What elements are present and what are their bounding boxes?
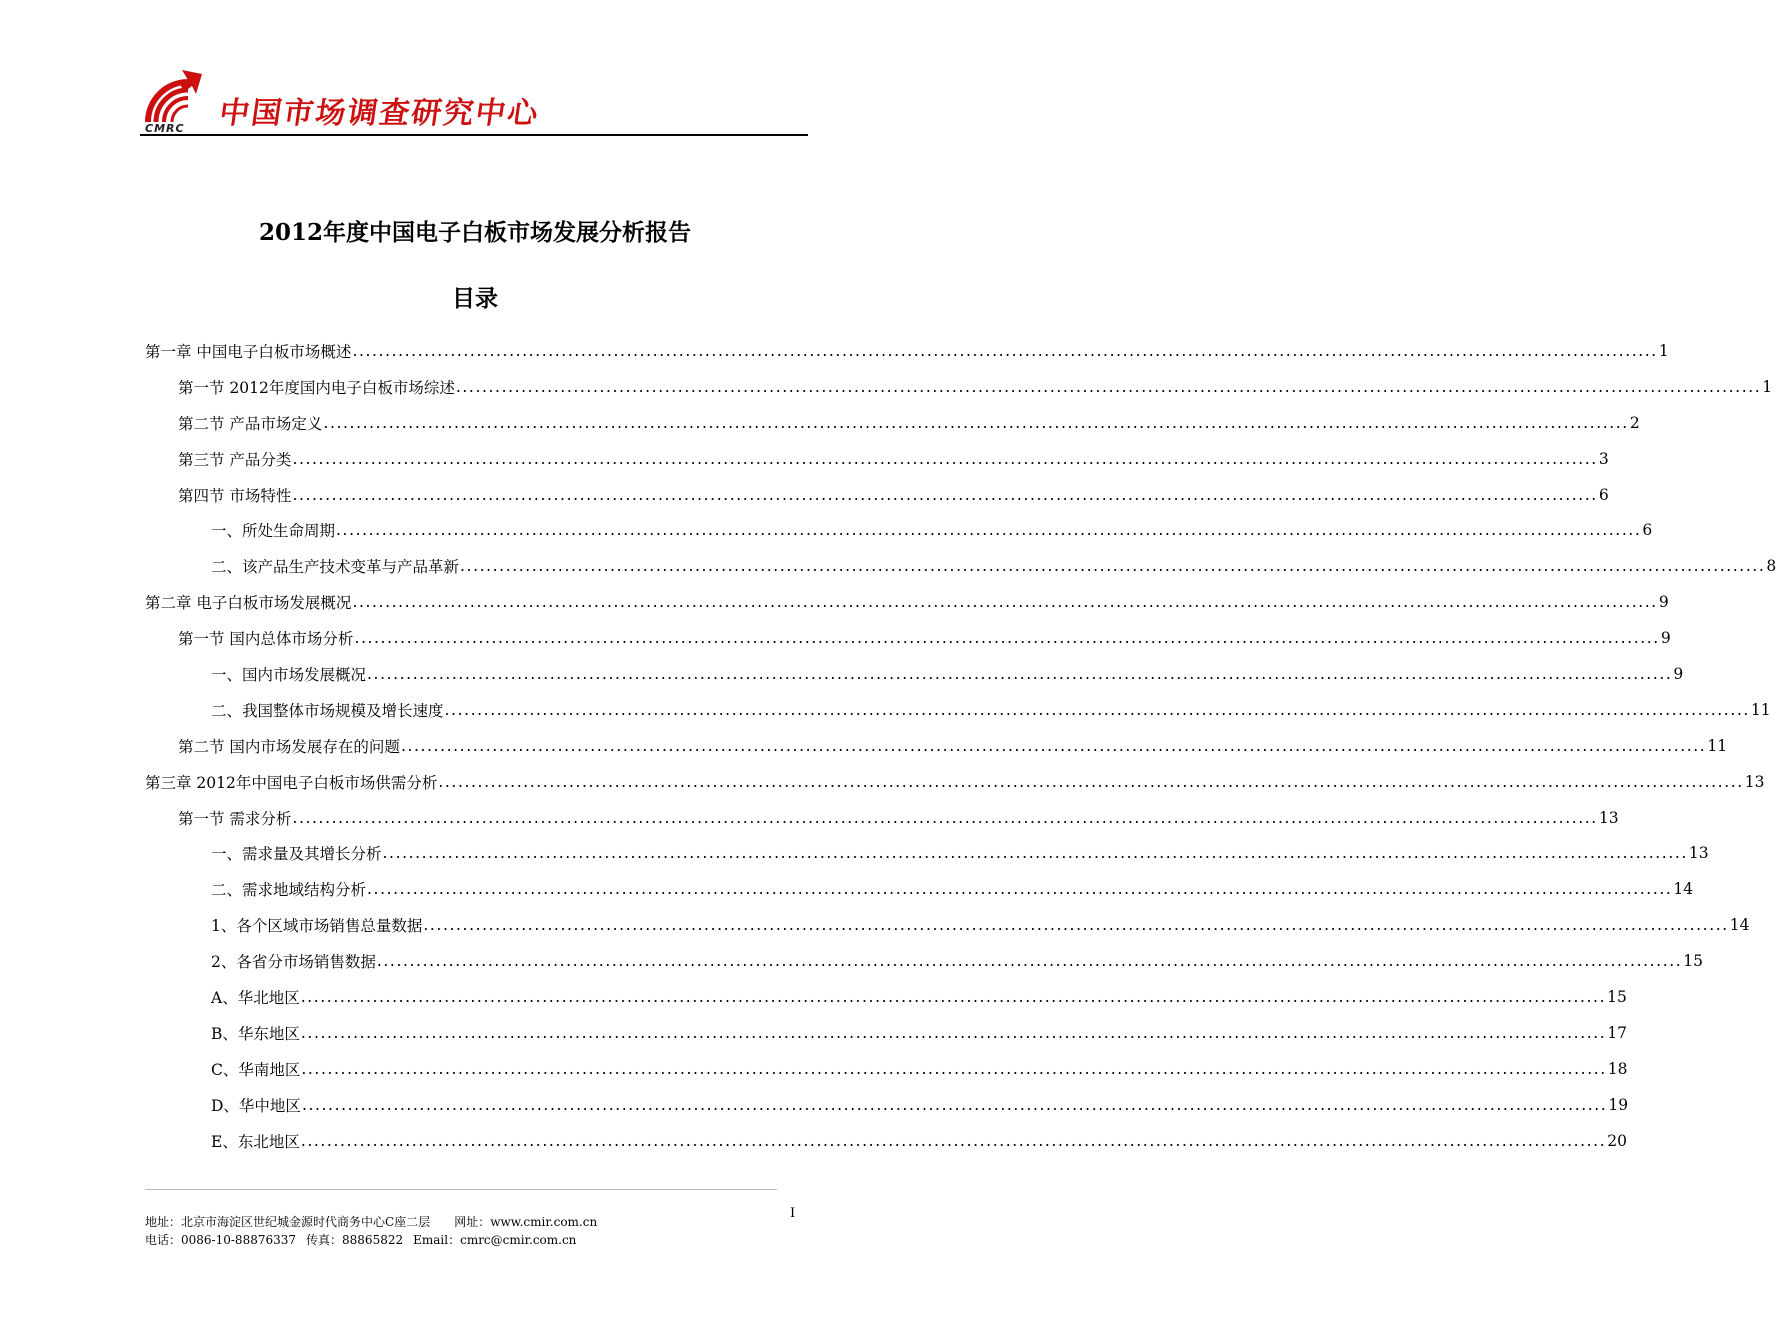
toc-page-number: 13: [1598, 808, 1619, 827]
toc-page-number: 20: [1607, 1131, 1627, 1150]
logo-abbreviation: CMRC: [145, 122, 185, 135]
toc-entry[interactable]: [145, 620, 1671, 656]
toc-dot-leader: ........................................................................................................................................................................................................: [300, 1131, 1607, 1150]
toc-dot-leader: ........................................................................................................................................................................................................: [423, 916, 1729, 935]
toc-dot-leader: ........................................................................................................................................................................................................: [376, 952, 1683, 971]
toc-dot-leader: ........................................................................................................................................................................................................: [400, 736, 1707, 755]
toc-entry-label: 第二节 产品市场定义: [178, 414, 323, 433]
toc-page-number: 13: [1744, 772, 1765, 791]
toc-page-number: 9: [1660, 629, 1671, 648]
cmrc-logo-icon: [144, 64, 208, 126]
page-number: I: [790, 1206, 796, 1221]
toc-dot-leader: ........................................................................................................................................................................................................: [292, 808, 1598, 827]
toc-dot-leader: ........................................................................................................................................................................................................: [438, 772, 1744, 791]
toc-entry[interactable]: [145, 764, 1765, 800]
toc-entry[interactable]: [145, 656, 1684, 692]
toc-dot-leader: ........................................................................................................................................................................................................: [460, 557, 1766, 576]
toc-entry-label: 2、各省分市场销售数据: [211, 953, 376, 972]
toc-heading: 目录: [452, 286, 498, 312]
website-link[interactable]: www.cmir.com.cn: [490, 1215, 598, 1229]
toc-entry[interactable]: [145, 800, 1619, 836]
toc-entry-label: 一、所处生命周期: [211, 522, 336, 541]
toc-dot-leader: ........................................................................................................................................................................................................: [352, 341, 1658, 360]
toc-entry-label: 第四节 市场特性: [178, 486, 292, 505]
toc-page-number: 14: [1729, 916, 1750, 935]
toc-entry-label: 一、国内市场发展概况: [211, 665, 367, 684]
toc-entry[interactable]: [145, 692, 1771, 728]
footer-contact-line: [145, 1231, 597, 1249]
email-link[interactable]: cmrc@cmir.com.cn: [460, 1233, 577, 1247]
toc-entry[interactable]: [145, 943, 1704, 979]
toc-dot-leader: ........................................................................................................................................................................................................: [455, 377, 1762, 396]
toc-page-number: 15: [1607, 987, 1627, 1006]
toc-entry[interactable]: [145, 907, 1750, 943]
page-header: [140, 60, 808, 138]
toc-page-number: 1: [1762, 377, 1773, 396]
document-title: 2012年度中国电子白板市场发展分析报告: [258, 219, 691, 246]
phone-number: 0086-10-88876337: [181, 1233, 297, 1247]
toc-entry[interactable]: [145, 405, 1640, 441]
phone-label: 电话：: [145, 1233, 182, 1247]
toc-entry[interactable]: [145, 1087, 1629, 1123]
toc-page-number: 11: [1750, 700, 1771, 719]
toc-entry[interactable]: [145, 369, 1773, 405]
header-divider: [140, 134, 808, 136]
toc-dot-leader: ........................................................................................................................................................................................................: [292, 449, 1598, 468]
toc-dot-leader: ........................................................................................................................................................................................................: [367, 664, 1673, 683]
toc-dot-leader: ........................................................................................................................................................................................................: [352, 593, 1658, 612]
toc-entry[interactable]: [145, 548, 1776, 584]
footer-address-line: [145, 1213, 597, 1231]
organization-name: 中国市场调查研究中心: [217, 96, 542, 131]
toc-entry[interactable]: [145, 512, 1653, 548]
toc-page-number: 9: [1673, 664, 1684, 683]
toc-page-number: 15: [1683, 952, 1704, 971]
toc-entry-label: 二、该产品生产技术变革与产品革新: [211, 558, 460, 577]
toc-entry-label: 二、需求地域结构分析: [211, 881, 367, 900]
website-label: 网址：: [454, 1215, 491, 1229]
toc-entry-label: 第一章 中国电子白板市场概述: [145, 342, 352, 361]
toc-entry-label: 第一节 国内总体市场分析: [178, 630, 354, 649]
toc-dot-leader: ........................................................................................................................................................................................................: [382, 844, 1688, 863]
toc-entry-label: 第二节 国内市场发展存在的问题: [178, 737, 400, 756]
toc-page-number: 2: [1629, 413, 1640, 432]
footer-divider: [145, 1189, 777, 1190]
toc-dot-leader: ........................................................................................................................................................................................................: [444, 700, 1750, 719]
toc-entry[interactable]: [145, 584, 1669, 620]
toc-entry-label: D、华中地区: [211, 1096, 301, 1115]
toc-entry[interactable]: [145, 835, 1709, 871]
toc-page-number: 19: [1608, 1095, 1629, 1114]
toc-dot-leader: ........................................................................................................................................................................................................: [367, 880, 1673, 899]
toc-page-number: 11: [1707, 736, 1728, 755]
address-text: 北京市海淀区世纪城金源时代商务中心C座二层: [181, 1215, 431, 1229]
toc-entry[interactable]: [145, 1015, 1628, 1051]
toc-page-number: 18: [1607, 1059, 1628, 1078]
toc-entry-label: 第二章 电子白板市场发展概况: [145, 594, 352, 613]
toc-page-number: 3: [1598, 449, 1609, 468]
toc-dot-leader: ........................................................................................................................................................................................................: [336, 521, 1642, 540]
toc-entry-label: 第三节 产品分类: [178, 450, 292, 469]
toc-entry-label: 一、需求量及其增长分析: [211, 845, 382, 864]
toc-page-number: 6: [1642, 521, 1653, 540]
toc-entry[interactable]: [145, 728, 1728, 764]
toc-entry[interactable]: [145, 1051, 1628, 1087]
toc-page-number: 13: [1688, 844, 1709, 863]
toc-dot-leader: ........................................................................................................................................................................................................: [301, 1095, 1608, 1114]
toc-page-number: 8: [1766, 557, 1776, 576]
page-footer: [145, 1213, 597, 1249]
toc-entry-label: C、华南地区: [211, 1060, 301, 1079]
toc-entry-label: B、华东地区: [211, 1024, 300, 1043]
toc-entry-label: E、东北地区: [211, 1132, 300, 1151]
toc-entry-label: 第三章 2012年中国电子白板市场供需分析: [145, 773, 438, 792]
toc-entry-label: 第一节 需求分析: [178, 809, 292, 828]
toc-entry-label: A、华北地区: [211, 988, 300, 1007]
toc-entry[interactable]: [145, 441, 1609, 477]
toc-entry-label: 第一节 2012年度国内电子白板市场综述: [178, 378, 455, 397]
toc-entry[interactable]: [145, 979, 1627, 1015]
fax-number: 88865822: [342, 1233, 404, 1247]
toc-entry[interactable]: [145, 1123, 1627, 1159]
email-label: Email：: [413, 1233, 461, 1247]
toc-entry[interactable]: [145, 333, 1669, 369]
address-label: 地址：: [145, 1215, 182, 1229]
toc-dot-leader: ........................................................................................................................................................................................................: [354, 629, 1660, 648]
toc-dot-leader: ........................................................................................................................................................................................................: [301, 1059, 1607, 1078]
toc-entry[interactable]: [145, 477, 1609, 513]
toc-dot-leader: ........................................................................................................................................................................................................: [300, 1023, 1607, 1042]
toc-page-number: 1: [1658, 341, 1669, 360]
fax-label: 传真：: [306, 1233, 343, 1247]
toc-entry-label: 1、各个区域市场销售总量数据: [211, 917, 423, 936]
toc-page-number: 17: [1607, 1023, 1628, 1042]
toc-dot-leader: ........................................................................................................................................................................................................: [300, 987, 1607, 1006]
toc-entry-label: 二、我国整体市场规模及增长速度: [211, 701, 444, 720]
toc-dot-leader: ........................................................................................................................................................................................................: [292, 485, 1598, 504]
toc-dot-leader: ........................................................................................................................................................................................................: [323, 413, 1629, 432]
toc-page-number: 6: [1598, 485, 1609, 504]
toc-page-number: 14: [1673, 880, 1694, 899]
table-of-contents: [145, 333, 1776, 1158]
toc-page-number: 9: [1658, 593, 1669, 612]
toc-entry[interactable]: [145, 871, 1694, 907]
